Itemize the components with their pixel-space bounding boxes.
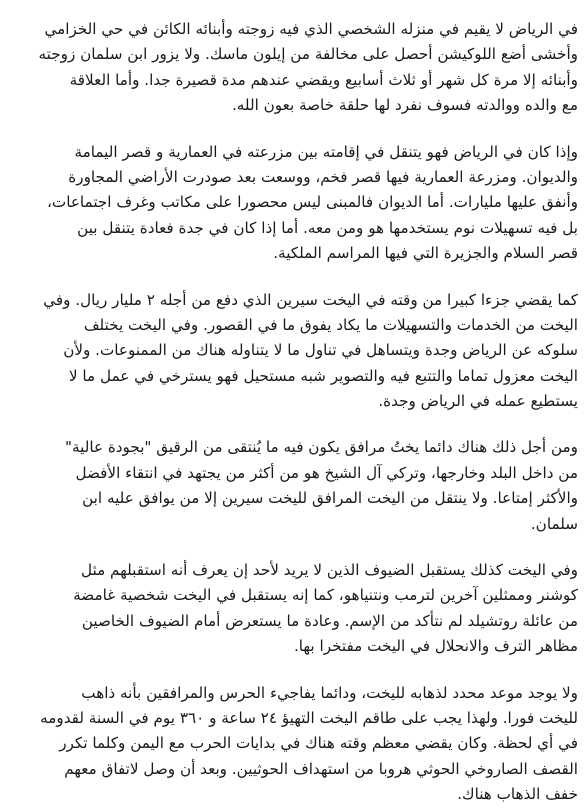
text-line: كما يقضي جزءا كبيرا من وقته في اليخت سيرين الذي دفع من أجله ٢ مليار ريال. وفي [43, 290, 578, 309]
paragraph-6 [12, 681, 578, 808]
paragraph-gap [12, 267, 578, 288]
text-line: لليخت فورا. ولهذا يجب على طاقم اليخت التهيؤ ٢٤ ساعة و ٣٦٠ يوم في السنة لقدومه [40, 708, 578, 727]
text-line: يستطيع عمله في الرياض وجدة. [378, 392, 578, 411]
text-line: ولا يوجد موعد محدد لذهابه لليخت، ودائما يفاجيء الحرس والمرافقين بأنه ذاهب [81, 683, 578, 702]
top-spacer [12, 0, 578, 17]
text-line: سلوكه عن الرياض وجدة ويتساهل في تناول ما لا يتناوله هناك من الممنوعات. ولأن [63, 341, 578, 360]
text-line: بل فيه تسهيلات نوم يستخدمها هو ومن معه. أما إذا كان في جدة فعادة يتنقل بين [77, 218, 578, 237]
text-line: في أي لحظة. وكان يقضي معظم وقته هناك في بدايات الحرب مع اليمن وكلما تكرر [59, 734, 578, 753]
text-line: قصر السلام والجزيرة التي فيها المراسم الملكية. [273, 244, 578, 263]
paragraph-4 [12, 435, 578, 537]
text-line: كوشنر وممثلين آخرين لترمب ونتنياهو، كما إنه يستقبل في اليخت شخصية غامضة [73, 586, 578, 605]
text-line: والأكثر إمتاعا. ولا ينتقل من اليخت المرافق لليخت سيرين إلا من يوافق عليه ابن [82, 489, 578, 508]
text-line: وأبنائه إلا مرة كل شهر أو ثلاث أسابيع ويقضي عندهم مدة قصيرة جدا. وأما العلاقة [69, 70, 578, 89]
text-line: سلمان. [530, 514, 578, 533]
paragraph-5 [12, 558, 578, 660]
text-line: من عائلة روتشيلد لم نتأكد من الإسم. وعادة ما يستعرض أمام الضيوف الخاصين [81, 611, 578, 630]
paragraph-gap [12, 414, 578, 435]
paragraph-3 [12, 288, 578, 415]
text-line: ومن أجل ذلك هناك دائما يختُ مرافق يكون فيه ما يُنتقى من الرقيق "بجودة عالية" [64, 438, 578, 457]
text-line: وأنفق عليها مليارات. أما الديوان فالمبنى ليس محصورا على مكاتب وغرف اجتماعات، [47, 193, 578, 212]
text-line: اليخت من الخدمات والتسهيلات ما يكاد يفوق ما في القصور. وفي اليخت يختلف [83, 315, 578, 334]
text-line: خفف الذهاب هناك. [457, 785, 578, 804]
paragraph-1 [12, 17, 578, 119]
paragraph-gap [12, 119, 578, 140]
text-line: وفي اليخت كذلك يستقبل الضيوف الذين لا يريد لأحد إن يعرف أنه استقبلهم مثل [81, 561, 578, 580]
text-line: وإذا كان في الرياض فهو يتنقل في إقامته بين مزرعته في العمارية و قصر اليمامة [74, 142, 578, 161]
paragraph-gap [12, 660, 578, 681]
text-line: من داخل البلد وخارجها، وتركي آل الشيخ هو من أكثر من يجتهد في انتقاء الأفضل [75, 463, 578, 482]
paragraph-2 [12, 140, 578, 267]
text-line: مع والده ووالدته فسوف نفرد لها حلقة خاصة بعون الله. [231, 96, 578, 115]
text-line: والديوان. ومزرعة العمارية فيها قصر فخم، ووسعت بعد صودرت الأراضي المجاورة [68, 167, 578, 186]
text-line: اليخت معزول تماما والتتبع فيه والتصوير شبه مستحيل فهو يسترخي في عمل ما لا [68, 366, 578, 385]
text-line: مظاهر الترف والانحلال في اليخت مفتخرا بها. [293, 637, 578, 656]
paragraph-gap [12, 537, 578, 558]
text-line: وأخشى أضع اللوكيشن أحصل على مخالفة من إيلون ماسك. ولا يزور ابن سلمان زوجته [38, 45, 578, 64]
text-line: القصف الصاروخي الحوثي هروبا من استهداف الحوثيين. وبعد أن وصل لاتفاق معهم [64, 759, 578, 778]
text-line: في الرياض لا يقيم في منزله الشخصي الذي فيه زوجته وأبنائه الكائن في حي الخزامي [44, 20, 578, 38]
